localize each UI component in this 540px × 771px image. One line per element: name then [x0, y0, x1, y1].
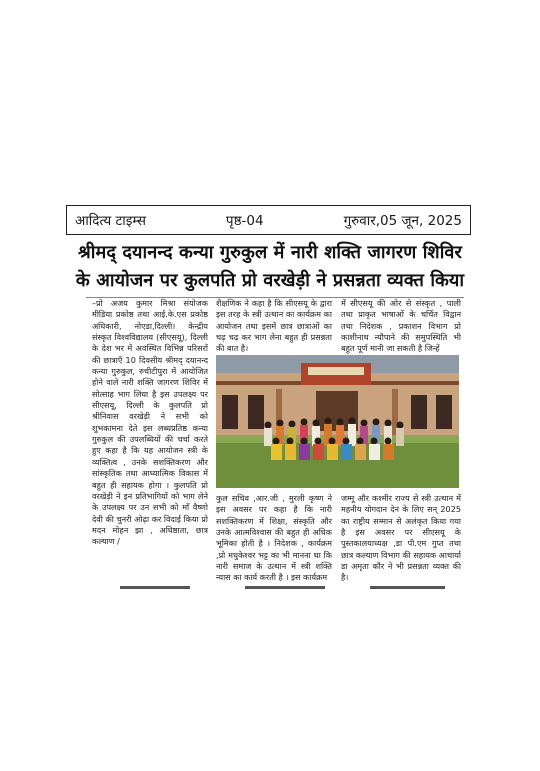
article-column-2 — [216, 298, 332, 355]
issue-date: गुरुवार,05 जून, 2025 — [343, 213, 462, 229]
headline-line-1: श्रीमद् दयानन्द कन्या गुरुकुल में नारी शक्ति जागरण शिविर — [77, 242, 462, 263]
article-text: में सीएसयू की ओर से संस्कृत , पाली तथा प्राकृत भाषाओं के चर्चित विद्वान तथा निदेशक , प्रकाशन विभाग प्रो काशीनाथ न्यौपाने की समुपस्थिति भी बहुत पूर्ण मानी जा सकती है जिन्हें — [341, 298, 461, 354]
cropped-text-edge — [370, 586, 445, 589]
article-text: शैक्षणिक ने कहा है कि सीएसयू के द्वारा इस तरह के स्त्री उत्थान का कार्यक्रम का आयोजन तथा इसमें छात्र छात्राओं का चढ़ चढ़ कर भाग लेना बहुत ही प्रसन्नता की बात है। — [216, 298, 332, 354]
paper-name: आदित्य टाइम्स — [75, 213, 146, 229]
group-photo — [216, 355, 459, 488]
article-column-3 — [341, 298, 461, 355]
page-number: पृष्ठ-04 — [225, 213, 264, 229]
article-column-1 — [92, 298, 208, 548]
cropped-text-edge — [120, 586, 190, 589]
article-column-3-continued — [341, 493, 461, 584]
article-text: जम्मू और कश्मीर राज्य से स्त्री उत्थान में महनीय योगदान देन के लिए सन् 2025 का राष्ट्रीय सम्मान से अलंकृत किया गया है इस अवसर पर सीएसयू के पुस्तकालयाध्यक्ष ,डा पी.एम गुप्त तथा छात्र कल्याण विभाग की सहायक आचार्या डा अमृता कौर ने भी प्रसन्नता व्यक्त की है। — [341, 493, 461, 583]
headline-line-2: के आयोजन पर कुलपति प्रो वरखेड़ी ने प्रसन्नता व्यक्त किया — [75, 270, 465, 291]
masthead — [66, 205, 471, 235]
group-photo-icon — [216, 355, 459, 488]
cropped-text-edge — [245, 586, 325, 589]
article-column-2-continued — [216, 493, 332, 584]
article-text: कुल सचिव ,आर.जी , मुरली कृष्ण ने इस अवसर पर कहा है कि नारी सशक्तिकरण में शिक्षा, संस्कृति और उनके आत्मविश्वास की बहुत ही अधिक भूमिका होती है । निदेशक , कार्यक्रम ,प्रो मधुकेश्वर भट्ट का भी मानना था कि नारी समाज के उत्थान में स्त्री शक्ति न्यास का कार्य करती है । इस कार्यक्रम — [216, 493, 332, 583]
article-text: –प्रो अजय कुमार मिश्रा संयोजक मीडिया प्रकोष्ठ तथा आई.के.एस प्रकोष्ठ अधिकारी, नोएडा,दिल्ली। केन्द्रीय संस्कृत विश्वविद्यालय (सीएसयू), दिल्ली के देश भर में अवस्थित विभिन्न परिसरों की छात्राएँ 10 दिवसीय श्रीमद् दयानन्द कन्या गुरुकुल, रुचीटीपुरा में आयोजित होने वाले नारी शक्ति जागरण शिविर में सोत्साह भाग लिया है इस उपलक्ष्य पर सीएसयू, दिल्ली के कुलपति प्रो श्रीनिवास वरखेड़ी ने सभी को शुभकामना देते इस लब्धप्रतिष्ठ कन्या गुरुकुल की उपलब्धियों की चर्चा करते हुए कहा है कि यह आयोजन स्त्री के व्यक्तित्व , उनके सशक्तिकरण और सांस्कृतिक तथा आध्यात्मिक विकास में बहुत ही सहायक होगा । कुलपति प्रो वरखेड़ी ने इन प्रतिभागियों को भाग लेने के उपलक्ष्य पर उन सभी को माँ वैष्णो देवी की चुनरी ओढ़ा कर विदाई किया प्रो मदन मोहन झा , अधिष्ठाता, छात्र कल्याण / — [92, 298, 208, 547]
